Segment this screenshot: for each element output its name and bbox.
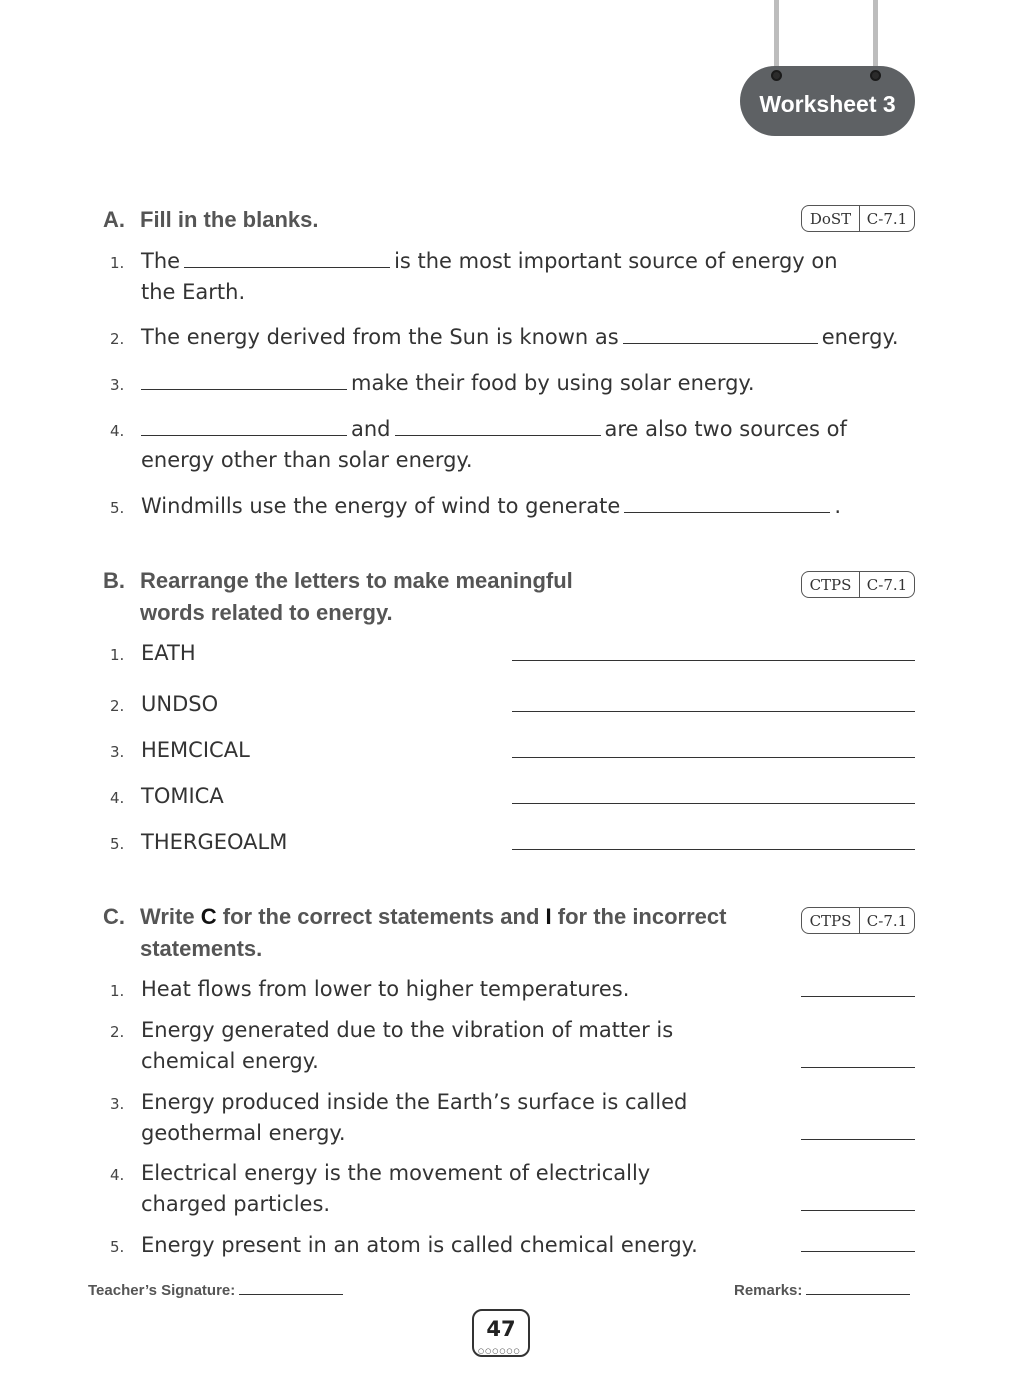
item-number: 4.	[110, 1166, 125, 1184]
item-text: The energy derived from the Sun is known as	[141, 325, 619, 349]
item-number: 3.	[110, 1095, 125, 1113]
answer-line[interactable]	[801, 1251, 915, 1252]
answer-line[interactable]	[512, 849, 915, 850]
item-number: 3.	[110, 376, 125, 394]
section-a-badge	[801, 205, 915, 232]
item-number: 2.	[110, 697, 125, 715]
page-badge-dots: ○○○○○○	[478, 1347, 521, 1355]
section-c-title-text: Write	[140, 904, 195, 929]
section-c-title-i: I	[545, 904, 552, 929]
tag-string-right	[873, 0, 878, 76]
answer-line[interactable]	[801, 1210, 915, 1211]
tag-string-left	[774, 0, 779, 76]
section-c-title-line2: statements.	[140, 936, 263, 961]
answer-blank[interactable]	[623, 322, 818, 344]
remarks-line[interactable]	[806, 1279, 910, 1295]
answer-line[interactable]	[801, 1139, 915, 1140]
teacher-signature	[88, 1279, 343, 1299]
section-c-title-text: for the incorrect	[557, 904, 727, 929]
scrambled-word: EATH	[141, 641, 196, 665]
item-text: energy.	[821, 325, 899, 349]
fill-item-4	[141, 414, 847, 445]
scrambled-word: THERGEOALM	[141, 830, 288, 854]
fill-item-2	[141, 322, 899, 353]
badge-code: CTPS	[802, 572, 860, 597]
section-b-badge	[801, 571, 915, 598]
statement: Electrical energy is the movement of electrically	[141, 1161, 651, 1185]
answer-line[interactable]	[801, 1067, 915, 1068]
section-b-title-line2: words related to energy.	[140, 600, 393, 625]
answer-line[interactable]	[512, 660, 915, 661]
item-text: and	[351, 417, 391, 441]
item-number: 1.	[110, 254, 125, 272]
section-c-heading	[103, 901, 726, 965]
section-b-heading	[103, 565, 573, 629]
teacher-signature-label: Teacher’s Signature:	[88, 1282, 236, 1299]
scrambled-word: TOMICA	[141, 784, 224, 808]
answer-line[interactable]	[512, 803, 915, 804]
answer-line[interactable]	[512, 711, 915, 712]
item-number: 5.	[110, 835, 125, 853]
scrambled-word: HEMCICAL	[141, 738, 250, 762]
item-number: 4.	[110, 422, 125, 440]
badge-code: CTPS	[802, 908, 860, 933]
signature-line[interactable]	[239, 1279, 343, 1295]
badge-code: DoST	[802, 206, 860, 231]
item-text: make their food by using solar energy.	[351, 371, 755, 395]
statement: Energy produced inside the Earth’s surface is called	[141, 1090, 688, 1114]
answer-blank[interactable]	[141, 414, 347, 436]
tag-pin-right	[870, 70, 881, 81]
fill-item-1-line2: the Earth.	[141, 280, 246, 304]
item-text: .	[834, 494, 842, 518]
remarks	[734, 1279, 910, 1299]
item-number: 1.	[110, 646, 125, 664]
answer-blank[interactable]	[184, 246, 390, 268]
statement: Heat flows from lower to higher temperatures.	[141, 977, 630, 1001]
statement: Energy present in an atom is called chemical energy.	[141, 1233, 698, 1257]
fill-item-5	[141, 491, 841, 522]
page-number: 47	[472, 1309, 530, 1357]
section-b-title	[140, 565, 573, 629]
answer-line[interactable]	[801, 996, 915, 997]
answer-blank[interactable]	[395, 414, 601, 436]
statement: Energy generated due to the vibration of matter is	[141, 1018, 674, 1042]
section-a-title: Fill in the blanks.	[140, 207, 319, 232]
section-b-title-line1: Rearrange the letters to make meaningful	[140, 568, 573, 593]
section-c-letter: C.	[103, 904, 125, 929]
badge-level: C-7.1	[866, 209, 908, 228]
fill-item-3	[141, 368, 755, 399]
section-c-badge	[801, 907, 915, 934]
item-number: 5.	[110, 1238, 125, 1256]
item-text: Windmills use the energy of wind to generate	[141, 494, 621, 518]
statement-line2: chemical energy.	[141, 1049, 319, 1073]
item-number: 2.	[110, 1023, 125, 1041]
item-text: The	[141, 249, 181, 273]
remarks-label: Remarks:	[734, 1282, 803, 1299]
fill-item-4-line2: energy other than solar energy.	[141, 448, 473, 472]
item-number: 3.	[110, 743, 125, 761]
item-number: 5.	[110, 499, 125, 517]
section-b-letter: B.	[103, 568, 125, 593]
item-number: 2.	[110, 330, 125, 348]
answer-blank[interactable]	[624, 491, 830, 513]
section-c-title	[140, 901, 726, 965]
item-text: is the most important source of energy on	[394, 249, 838, 273]
section-a-heading	[103, 204, 318, 236]
answer-blank[interactable]	[141, 368, 347, 390]
section-c-title-c: C	[200, 904, 217, 929]
scrambled-word: UNDSO	[141, 692, 219, 716]
worksheet-tag	[740, 66, 915, 136]
item-number: 4.	[110, 789, 125, 807]
item-number: 1.	[110, 982, 125, 1000]
answer-line[interactable]	[512, 757, 915, 758]
badge-level: C-7.1	[866, 575, 908, 594]
worksheet-label: Worksheet 3	[759, 90, 896, 117]
statement-line2: charged particles.	[141, 1192, 331, 1216]
item-text: are also two sources of	[604, 417, 847, 441]
section-c-title-text: for the correct statements and	[222, 904, 540, 929]
fill-item-1	[141, 246, 838, 277]
statement-line2: geothermal energy.	[141, 1121, 346, 1145]
tag-pin-left	[771, 70, 782, 81]
section-a-letter: A.	[103, 207, 125, 232]
badge-level: C-7.1	[866, 911, 908, 930]
